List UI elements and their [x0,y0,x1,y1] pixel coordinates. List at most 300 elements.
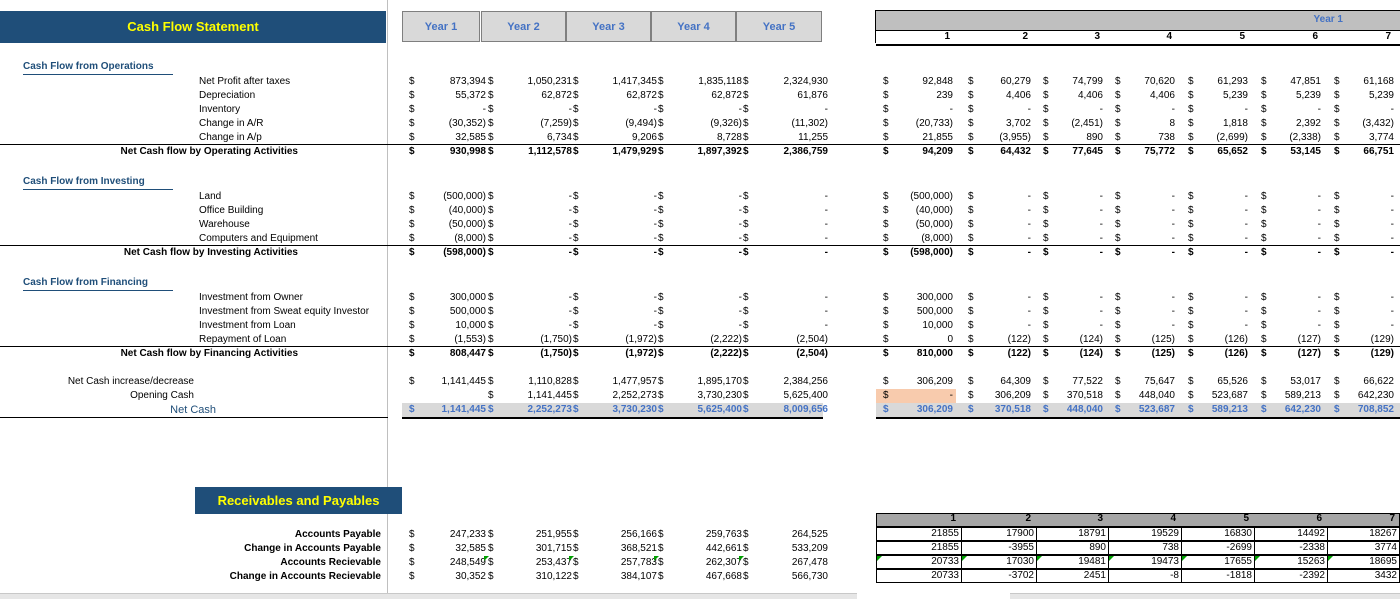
currency-symbol: $ [409,348,415,359]
year-value: 61,876 [797,90,828,101]
currency-symbol: $ [1115,404,1121,415]
currency-symbol: $ [409,292,415,303]
error-indicator-icon [962,556,967,561]
monthly-year-label: Year 1 [1313,14,1343,25]
month-value: - [1390,320,1394,331]
month-value: 300,000 [916,292,953,303]
year-value: - [653,104,657,115]
month-value: - [1390,104,1394,115]
rp-label: Change in Accounts Recievable [229,571,381,582]
currency-symbol: $ [743,571,749,582]
currency-symbol: $ [1188,334,1194,345]
month-value: 64,309 [1000,376,1031,387]
month-value: - [1099,292,1103,303]
grid-cell[interactable]: -2392 [1254,569,1328,583]
sheet-tabs-bar[interactable] [0,593,857,599]
year-value: 2,324,930 [783,76,828,87]
month-value: 306,209 [994,390,1031,401]
year-value: - [568,104,572,115]
currency-symbol: $ [658,529,664,540]
rp-label: Accounts Recievable [280,557,381,568]
currency-symbol: $ [1261,390,1267,401]
month-number-6: 6 [1312,31,1318,42]
currency-symbol: $ [658,219,664,230]
year-value: (1,750) [540,334,572,345]
month-value: 60,279 [1000,76,1031,87]
currency-symbol: $ [1261,191,1267,202]
grid-cell[interactable]: 18695 [1327,555,1400,569]
currency-symbol: $ [1188,247,1194,258]
currency-symbol: $ [1188,376,1194,387]
currency-symbol: $ [488,233,494,244]
year-value: 1,112,578 [528,146,572,157]
currency-symbol: $ [488,334,494,345]
year-value: (2,222) [710,334,742,345]
grid-cell[interactable]: -8 [1108,569,1182,583]
currency-symbol: $ [658,334,664,345]
month-value: - [1099,104,1103,115]
currency-symbol: $ [1334,233,1340,244]
currency-symbol: $ [1334,104,1340,115]
month-value: (500,000) [910,191,953,202]
grid-cell[interactable]: -3955 [961,541,1037,555]
month-value: - [1099,219,1103,230]
currency-symbol: $ [1043,104,1049,115]
currency-symbol: $ [743,233,749,244]
currency-symbol: $ [1334,292,1340,303]
currency-symbol: $ [409,132,415,143]
currency-symbol: $ [1043,219,1049,230]
currency-symbol: $ [409,205,415,216]
grid-cell[interactable]: 20733 [876,555,962,569]
currency-symbol: $ [409,76,415,87]
currency-symbol: $ [1261,376,1267,387]
total-label: Net Cash flow by Financing Activities [120,348,298,359]
currency-symbol: $ [1043,348,1049,359]
currency-symbol: $ [1188,90,1194,101]
year-value: 533,209 [791,543,828,554]
grid-cell[interactable]: -3702 [961,569,1037,583]
month-value: 77,522 [1072,376,1103,387]
net-cash-underline [0,417,388,418]
currency-symbol: $ [883,390,889,401]
currency-symbol: $ [573,376,579,387]
currency-symbol: $ [658,557,664,568]
grid-cell[interactable]: 17900 [961,527,1037,541]
year-value: 1,479,929 [612,146,657,157]
currency-symbol: $ [409,334,415,345]
year-value: - [568,320,572,331]
currency-symbol: $ [1115,205,1121,216]
year-value: (2,504) [796,334,828,345]
grid-cell[interactable]: 18791 [1036,527,1109,541]
currency-symbol: $ [743,219,749,230]
year-value: 1,141,445 [441,376,486,387]
month-value: 810,000 [916,348,953,359]
grid-cell[interactable]: 890 [1036,541,1109,555]
month-number-1: 1 [944,31,950,42]
month-value: (40,000) [915,205,953,216]
currency-symbol: $ [658,247,664,258]
year-value: 500,000 [449,306,486,317]
currency-symbol: $ [968,247,974,258]
currency-symbol: $ [409,320,415,331]
currency-symbol: $ [1043,132,1049,143]
currency-symbol: $ [409,376,415,387]
total-label: Net Cash flow by Investing Activities [123,247,298,258]
grid-month-number: 3 [1097,513,1103,524]
currency-symbol: $ [488,404,494,415]
currency-symbol: $ [1261,247,1267,258]
month-value: - [1027,320,1031,331]
currency-symbol: $ [1334,132,1340,143]
month-value: (127) [1297,348,1321,359]
grid-cell[interactable]: 3774 [1327,541,1400,555]
currency-symbol: $ [488,132,494,143]
currency-symbol: $ [573,146,579,157]
month-value: - [1317,233,1321,244]
currency-symbol: $ [968,76,974,87]
currency-symbol: $ [883,404,889,415]
currency-symbol: $ [1188,306,1194,317]
currency-symbol: $ [883,320,889,331]
grid-cell[interactable]: 21855 [876,527,962,541]
currency-symbol: $ [1043,292,1049,303]
month-number-4: 4 [1166,31,1172,42]
currency-symbol: $ [883,205,889,216]
currency-symbol: $ [488,292,494,303]
grid-cell[interactable]: 20733 [876,569,962,583]
year-value: 5,625,400 [697,404,742,415]
month-value: 4,406 [1077,90,1103,101]
error-indicator-icon [877,556,882,561]
currency-symbol: $ [1188,348,1194,359]
month-value: - [1027,205,1031,216]
error-indicator-icon [484,556,489,561]
currency-symbol: $ [409,557,415,568]
year-value: 384,107 [620,571,657,582]
currency-symbol: $ [883,90,889,101]
month-value: 92,848 [922,76,953,87]
month-value: - [1171,320,1175,331]
month-value: - [1171,292,1175,303]
currency-symbol: $ [573,348,579,359]
month-value: 370,518 [1066,390,1103,401]
month-value: (124) [1079,334,1103,345]
currency-symbol: $ [968,191,974,202]
currency-symbol: $ [409,233,415,244]
currency-symbol: $ [573,320,579,331]
currency-symbol: $ [1043,390,1049,401]
month-value: (122) [1007,348,1031,359]
grid-cell[interactable]: 19473 [1108,555,1182,569]
currency-symbol: $ [573,390,579,401]
summary-label: Opening Cash [130,390,194,401]
receivables-payables-title: Receivables and Payables [195,487,402,514]
month-number-7: 7 [1385,31,1391,42]
currency-symbol: $ [1043,118,1049,129]
currency-symbol: $ [883,306,889,317]
row-label: Computers and Equipment [199,233,318,244]
month-value: - [1171,306,1175,317]
month-value: - [1171,191,1175,202]
currency-symbol: $ [658,132,664,143]
currency-symbol: $ [488,247,494,258]
month-value: 0 [947,334,953,345]
currency-symbol: $ [743,306,749,317]
year-value: (40,000) [448,205,486,216]
month-value: (3,955) [999,132,1031,143]
currency-symbol: $ [409,90,415,101]
month-value: - [1390,247,1394,258]
year-value: - [824,233,828,244]
grid-cell[interactable]: 2451 [1036,569,1109,583]
currency-symbol: $ [743,146,749,157]
month-value: (124) [1079,348,1103,359]
month-value: 2,392 [1295,118,1321,129]
month-value: 61,293 [1217,76,1248,87]
month-value: - [1027,306,1031,317]
error-indicator-icon [1037,556,1042,561]
currency-symbol: $ [658,543,664,554]
month-value: - [949,390,953,401]
currency-symbol: $ [743,247,749,258]
year-tab-4: Year 4 [651,11,736,42]
currency-symbol: $ [409,219,415,230]
month-value: 370,518 [994,404,1031,415]
grid-cell[interactable]: -2338 [1254,541,1328,555]
year-value: 566,730 [791,571,828,582]
row-label: Office Building [199,205,264,216]
net-cash-label: Net Cash [170,404,216,416]
currency-symbol: $ [968,233,974,244]
currency-symbol: $ [1334,306,1340,317]
error-indicator-icon [739,556,744,561]
month-number-2: 2 [1022,31,1028,42]
page-title: Cash Flow Statement [0,11,386,43]
grid-cell[interactable]: 19529 [1108,527,1182,541]
row-label: Change in A/R [199,118,264,129]
currency-symbol: $ [488,543,494,554]
currency-symbol: $ [573,191,579,202]
month-value: 74,799 [1072,76,1103,87]
currency-symbol: $ [488,90,494,101]
currency-symbol: $ [573,543,579,554]
month-value: (20,733) [915,118,953,129]
currency-symbol: $ [1043,247,1049,258]
currency-symbol: $ [1261,132,1267,143]
year-value: 1,050,231 [527,76,572,87]
year-value: (2,222) [710,348,742,359]
month-value: - [1244,320,1248,331]
currency-symbol: $ [658,76,664,87]
month-value: - [1390,219,1394,230]
month-value: 4,406 [1149,90,1175,101]
month-number-3: 3 [1094,31,1100,42]
month-value: - [1317,320,1321,331]
year-value [414,389,486,403]
year-value: (500,000) [443,191,486,202]
year-value: - [824,104,828,115]
currency-symbol: $ [883,376,889,387]
currency-symbol: $ [1115,219,1121,230]
error-indicator-icon [569,556,574,561]
currency-symbol: $ [1188,390,1194,401]
year-value: (1,972) [625,334,657,345]
currency-symbol: $ [883,118,889,129]
currency-symbol: $ [1261,334,1267,345]
currency-symbol: $ [1043,205,1049,216]
month-value: - [1244,104,1248,115]
currency-symbol: $ [1188,76,1194,87]
month-value: - [1390,292,1394,303]
month-value: - [1027,191,1031,202]
year-value: - [482,104,486,115]
currency-symbol: $ [488,557,494,568]
month-value: - [1244,191,1248,202]
year-value: 310,122 [535,571,572,582]
horizontal-scrollbar[interactable] [1010,593,1400,599]
grid-cell[interactable]: 738 [1108,541,1182,555]
month-value: 4,406 [1005,90,1031,101]
grid-cell[interactable]: -2699 [1181,541,1255,555]
currency-symbol: $ [573,76,579,87]
section-title-investing: Cash Flow from Investing [23,175,173,190]
currency-symbol: $ [743,348,749,359]
month-value: 64,432 [1000,146,1031,157]
month-value: (122) [1007,334,1031,345]
month-value: (2,338) [1289,132,1321,143]
currency-symbol: $ [488,76,494,87]
row-label: Inventory [199,104,241,115]
month-value: (126) [1224,348,1248,359]
currency-symbol: $ [743,132,749,143]
year-value: 32,585 [455,543,486,554]
currency-symbol: $ [1115,191,1121,202]
currency-symbol: $ [488,529,494,540]
currency-symbol: $ [488,104,494,115]
year-value: - [653,292,657,303]
year-value: 873,394 [449,76,486,87]
month-value: 306,209 [916,376,953,387]
currency-symbol: $ [1334,76,1340,87]
year-value: 11,255 [798,132,828,143]
monthly-header [875,10,1400,43]
currency-symbol: $ [409,571,415,582]
month-value: - [1390,233,1394,244]
grid-cell[interactable]: 14492 [1254,527,1328,541]
grid-cell[interactable]: 16830 [1181,527,1255,541]
year-value: - [824,292,828,303]
currency-symbol: $ [1188,118,1194,129]
grid-cell[interactable]: 18267 [1327,527,1400,541]
currency-symbol: $ [968,334,974,345]
month-value: - [949,104,953,115]
currency-symbol: $ [409,191,415,202]
currency-symbol: $ [409,529,415,540]
currency-symbol: $ [1188,205,1194,216]
row-label: Land [199,191,222,202]
month-value: 448,040 [1138,390,1175,401]
currency-symbol: $ [488,205,494,216]
currency-symbol: $ [1334,348,1340,359]
currency-symbol: $ [488,146,494,157]
grid-cell[interactable]: 17655 [1181,555,1255,569]
currency-symbol: $ [1115,390,1121,401]
currency-symbol: $ [743,191,749,202]
month-value: - [1317,247,1321,258]
grid-cell[interactable]: -1818 [1181,569,1255,583]
grid-cell[interactable]: 21855 [876,541,962,555]
grid-cell[interactable]: 17030 [961,555,1037,569]
currency-symbol: $ [1261,76,1267,87]
grid-cell[interactable]: 15263 [1254,555,1328,569]
currency-symbol: $ [968,292,974,303]
month-value: 61,168 [1363,76,1394,87]
year-value: 8,009,656 [783,404,828,415]
year-value: - [653,191,657,202]
year-value: (1,972) [625,348,657,359]
error-indicator-icon [654,556,659,561]
year-value: 259,763 [705,529,742,540]
month-value: - [1244,219,1248,230]
year-value: 301,715 [535,543,572,554]
currency-symbol: $ [658,306,664,317]
currency-symbol: $ [743,543,749,554]
month-value: 8 [1169,118,1175,129]
year-value: - [824,205,828,216]
currency-symbol: $ [658,390,664,401]
currency-symbol: $ [573,233,579,244]
year-value: 62,872 [541,90,572,101]
grid-month-number: 4 [1170,513,1176,524]
year-value: 467,668 [705,571,742,582]
currency-symbol: $ [573,247,579,258]
year-value: 6,734 [546,132,572,143]
currency-symbol: $ [1261,219,1267,230]
year-value: 62,872 [626,90,657,101]
currency-symbol: $ [1043,320,1049,331]
grid-cell[interactable]: 19481 [1036,555,1109,569]
month-value: 77,645 [1072,146,1103,157]
year-value: - [824,306,828,317]
currency-symbol: $ [883,348,889,359]
month-value: - [1244,292,1248,303]
year-value: - [653,247,657,258]
month-value: 94,209 [922,146,953,157]
month-number-5: 5 [1239,31,1245,42]
year-value: - [568,306,572,317]
currency-symbol: $ [573,292,579,303]
year-value: (2,504) [796,348,828,359]
year-value: (1,553) [454,334,486,345]
row-label: Investment from Loan [199,320,296,331]
year-value: (9,326) [710,118,742,129]
year-value: - [653,233,657,244]
year-value: 9,206 [631,132,657,143]
year-value: - [653,205,657,216]
month-value: (2,451) [1071,118,1103,129]
currency-symbol: $ [883,76,889,87]
currency-symbol: $ [573,132,579,143]
month-value: (127) [1297,334,1321,345]
currency-symbol: $ [1043,90,1049,101]
currency-symbol: $ [743,557,749,568]
year-value: - [738,233,742,244]
year-value: - [568,205,572,216]
currency-symbol: $ [1334,320,1340,331]
grid-cell[interactable]: 3432 [1327,569,1400,583]
